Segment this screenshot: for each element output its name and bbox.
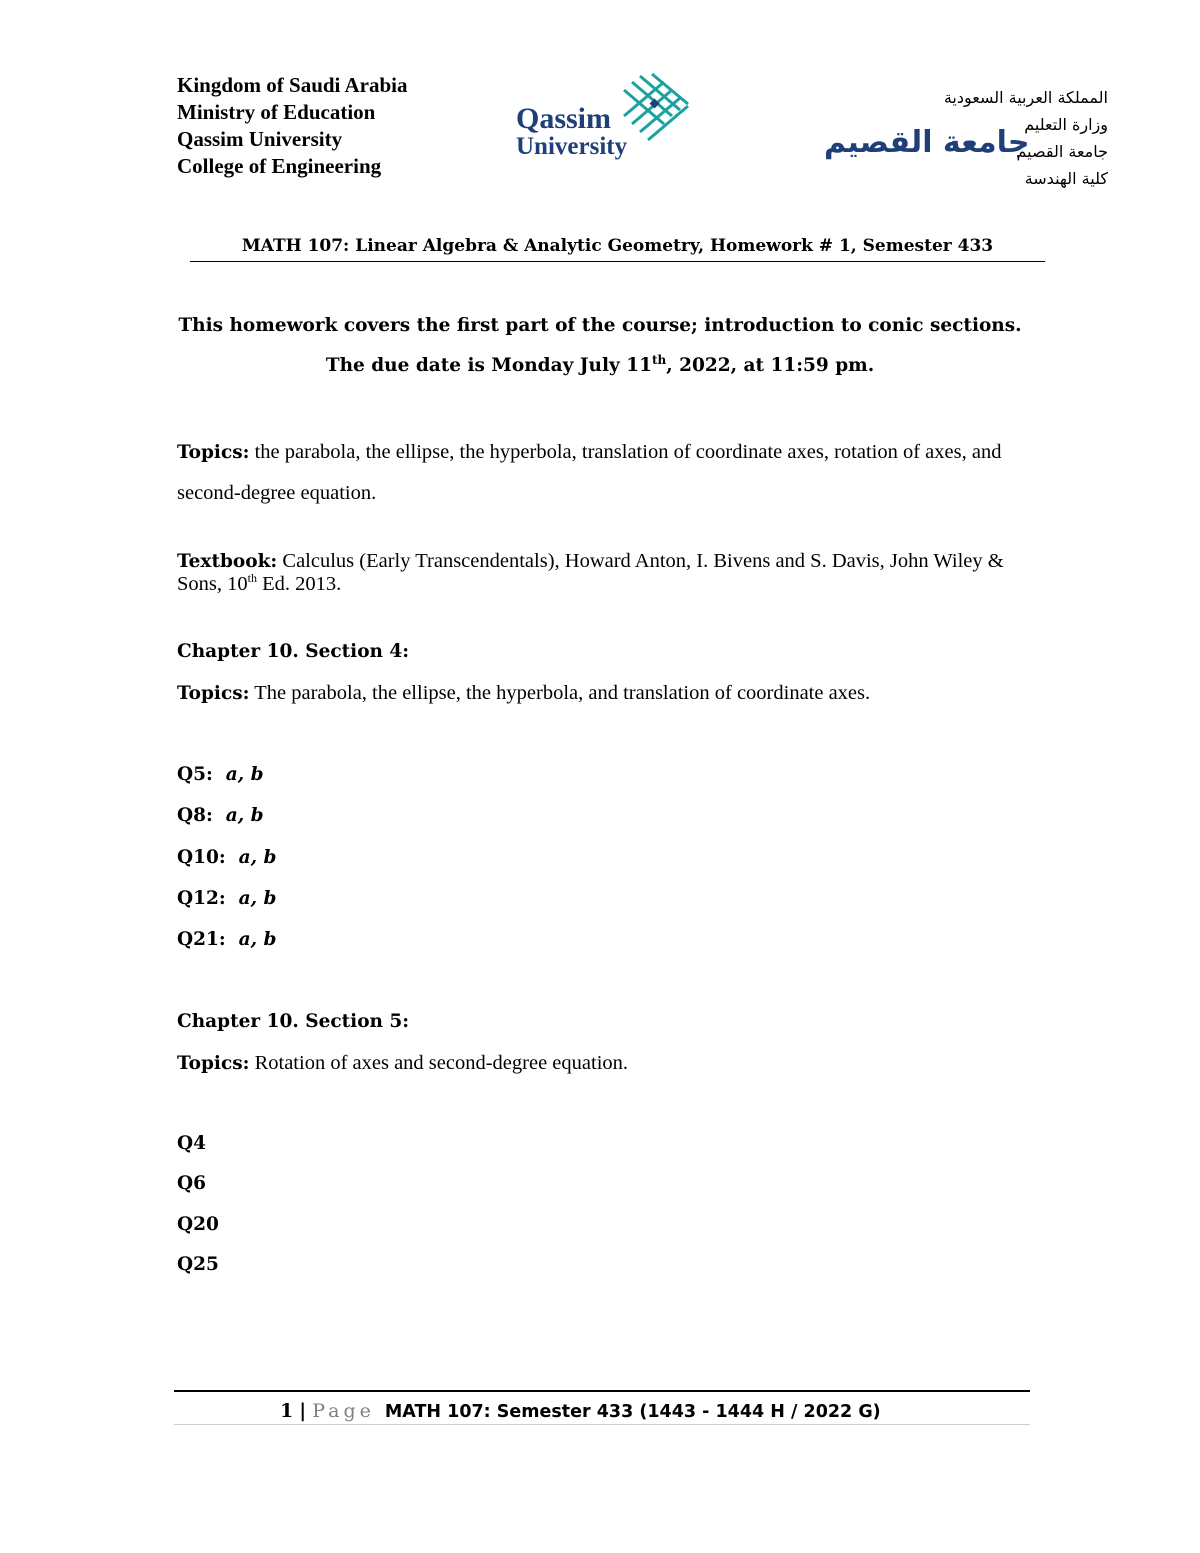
- due-date-line: [150, 352, 1050, 380]
- header-left-line: College of Engineering: [177, 154, 382, 178]
- question-item: [177, 844, 276, 872]
- question-label: Q8:: [177, 805, 213, 826]
- intro-line: This homework covers the first part of the course; introduction to conic sections.: [178, 315, 1022, 336]
- intro-block: [150, 312, 1050, 380]
- section4-topics: [177, 679, 1032, 708]
- question-parts: a, b: [238, 888, 277, 909]
- question-item: [177, 926, 276, 954]
- due-date-text: , 2022, at 11:59 pm.: [666, 355, 875, 376]
- textbook-label: Textbook:: [177, 551, 278, 572]
- question-item: [177, 761, 264, 789]
- header-right-block: [870, 84, 1108, 192]
- logo-english-university: University: [516, 133, 628, 160]
- header-right-line: المملكة العربية السعودية: [943, 88, 1108, 107]
- section5-heading: Chapter 10. Section 5:: [177, 1011, 410, 1032]
- header-left-line: Kingdom of Saudi Arabia: [177, 73, 408, 97]
- footer-separator: |: [299, 1400, 307, 1422]
- topics-text: the parabola, the ellipse, the hyperbola, translation of coordinate axes, rotation of axes, and second-degree equation.: [177, 441, 1002, 504]
- page-footer: [280, 1398, 881, 1425]
- topics-text: Rotation of axes and second-degree equation.: [249, 1052, 629, 1074]
- question-item: Q4: [177, 1133, 206, 1154]
- question-parts: a, b: [238, 929, 277, 950]
- footer-divider: [174, 1390, 1030, 1392]
- header-left-line: Ministry of Education: [177, 100, 376, 124]
- question-label: Q10:: [177, 847, 226, 868]
- due-date-text: The due date is Monday July 11: [325, 355, 652, 376]
- due-date-superscript: th: [651, 352, 667, 367]
- question-parts: a, b: [238, 847, 277, 868]
- question-label: Q12:: [177, 888, 226, 909]
- section5-topics: [177, 1049, 1032, 1078]
- header-right-line: جامعة القصيم: [1016, 142, 1108, 161]
- textbook-superscript: th: [247, 571, 257, 586]
- question-item: Q20: [177, 1214, 219, 1235]
- header-right-line: وزارة التعليم: [1024, 115, 1108, 134]
- question-label: Q5:: [177, 764, 213, 785]
- question-item: [177, 885, 276, 913]
- page-word: Page: [312, 1400, 375, 1422]
- textbook-text: Calculus (Early Transcendentals), Howard Anton, I. Bivens and S. Davis, John Wiley & Sons, 10: [177, 550, 1004, 595]
- textbook-text: Ed. 2013.: [256, 573, 342, 595]
- textbook-paragraph: [177, 550, 1032, 595]
- section4-heading: Chapter 10. Section 4:: [177, 641, 410, 662]
- footer-bottom-rule: [174, 1424, 1030, 1425]
- topics-label: Topics:: [177, 683, 250, 704]
- question-item: Q6: [177, 1173, 206, 1194]
- header-left-block: [177, 72, 507, 180]
- topics-paragraph: [177, 432, 1032, 514]
- lattice-emblem-icon: [624, 74, 688, 140]
- document-title: MATH 107: Linear Algebra & Analytic Geometry, Homework # 1, Semester 433: [190, 233, 1045, 262]
- topics-text: The parabola, the ellipse, the hyperbola, and translation of coordinate axes.: [249, 682, 871, 704]
- question-parts: a, b: [225, 764, 264, 785]
- question-parts: a, b: [225, 805, 264, 826]
- logo-arabic-name: جامعة القصيم: [824, 125, 1030, 160]
- question-item: Q25: [177, 1254, 219, 1275]
- question-item: [177, 802, 264, 830]
- question-label: Q21:: [177, 929, 226, 950]
- page-number: 1: [280, 1400, 294, 1422]
- header-right-line: كلية الهندسة: [1024, 169, 1108, 188]
- topics-label: Topics:: [177, 442, 250, 463]
- topics-label: Topics:: [177, 1053, 250, 1074]
- header-left-line: Qassim University: [177, 127, 343, 151]
- logo-english-qassim: Qassim: [516, 102, 612, 135]
- footer-text: MATH 107: Semester 433 (1443 - 1444 H / 2022 G): [384, 1402, 881, 1422]
